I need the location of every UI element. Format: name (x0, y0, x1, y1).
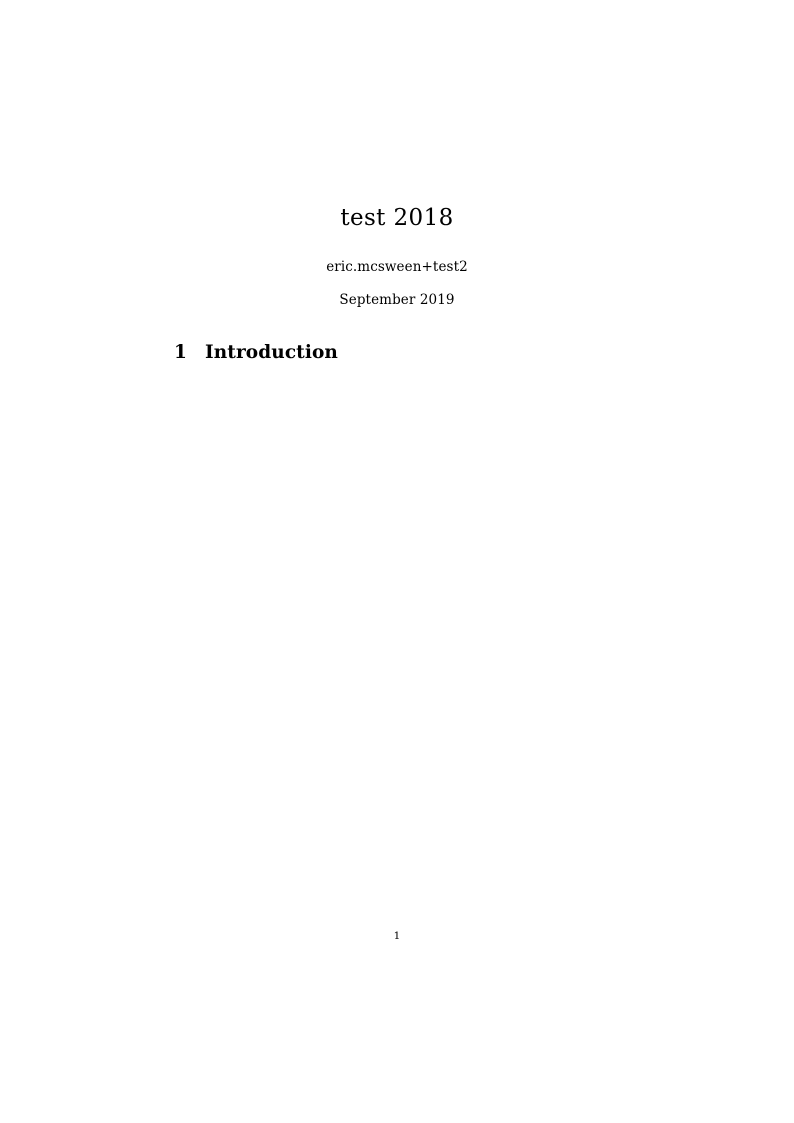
document-date: September 2019 (339, 291, 455, 308)
page-number: 1 (393, 930, 401, 942)
page-title: test 2018 (340, 205, 454, 231)
document-author: eric.mcsween+test2 (326, 258, 468, 275)
section-title: Introduction (205, 342, 338, 363)
title-block (0, 205, 794, 308)
section-number: 1 (174, 342, 187, 363)
section-heading-introduction (174, 342, 338, 363)
